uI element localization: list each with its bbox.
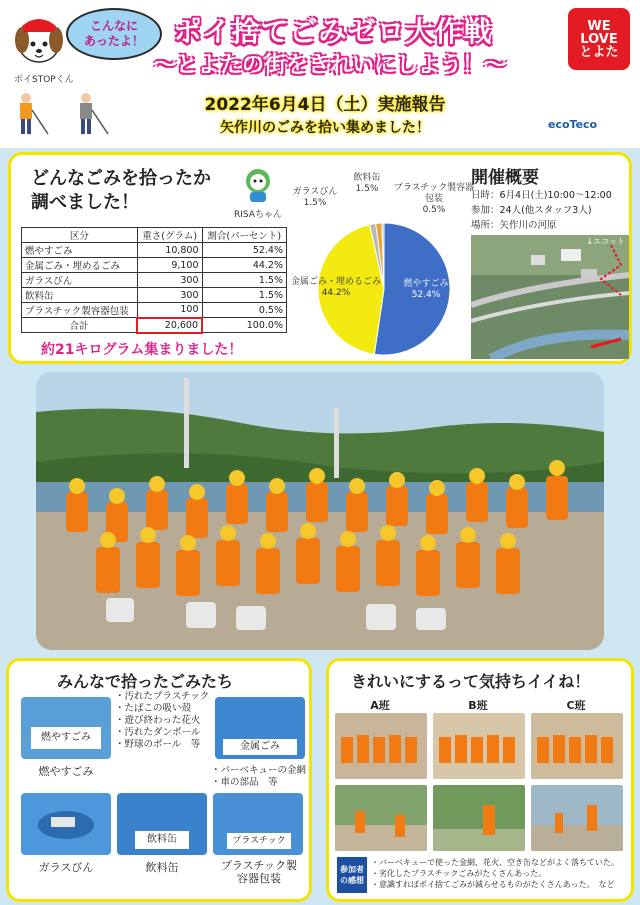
mascot-dog-icon <box>10 10 68 72</box>
group-photo <box>36 372 604 650</box>
activity-photo-2 <box>433 785 525 851</box>
table-cell: 1.5% <box>202 273 286 288</box>
mascot-name: ポイSTOPくん <box>14 75 74 85</box>
sub-title: ～とよたの街をきれいにしよう！～ <box>153 53 506 78</box>
pie-label-kinzoku <box>281 277 391 299</box>
impression-item: ・意識すればポイ捨てごみが減らせるものがたくさんあった。 など <box>371 880 615 889</box>
burnable-bin-photo <box>21 697 111 759</box>
list-item: ・汚れたプラスチック <box>115 691 210 702</box>
risa-icon <box>238 165 278 203</box>
overview-place: 場所：矢作川の河原 <box>471 220 557 231</box>
table-header-row <box>22 228 287 243</box>
table-header: 割合(パーセント) <box>202 228 286 243</box>
impression-item: ・バーベキューで使った金網、花火、空き缶などがよく落ちていた。 <box>371 858 619 867</box>
impression-tag-line: の感想 <box>340 876 364 885</box>
map-note: ↓エコット <box>586 237 625 246</box>
activity-photo-3 <box>531 785 623 851</box>
pie-label-plastic <box>389 183 479 216</box>
logo-toyota: とよた <box>579 44 619 60</box>
group-c-people-icon <box>531 713 623 779</box>
logo-love: LOVE <box>580 31 618 47</box>
pie-label-can <box>347 173 387 195</box>
survey-title-line2: 調べました！ <box>31 192 139 213</box>
report-date: 2022年6月4日（土）実施報告 <box>204 95 446 115</box>
activity-1-icon <box>335 785 427 851</box>
pie-label-text: 包装 <box>424 194 443 204</box>
list-item: ・たばこの吸い殻 <box>115 703 192 714</box>
overview-section <box>471 163 631 233</box>
ecotech-logo: ecoTeco <box>548 118 598 131</box>
group-photo-image <box>36 372 604 650</box>
impression-tag <box>337 857 367 893</box>
activity-2-icon <box>433 785 525 851</box>
bin-sign: プラスチック <box>227 833 291 849</box>
group-b-label: B班 <box>468 699 488 712</box>
table-cell: 燃やすごみ <box>22 243 138 258</box>
glass-bin-photo <box>21 793 111 855</box>
groups-title: きれいにするって気持ちイイね！ <box>351 672 591 691</box>
overview-participants: 参加：24人(他スタッフ3人) <box>471 205 592 216</box>
survey-title <box>31 167 211 215</box>
impression-item: ・劣化したプラスチックごみがたくさんあった。 <box>371 869 547 878</box>
main-title: ポイ捨てごみゼロ大作戦 <box>173 15 493 48</box>
overview-date: 日時：6月4日(土)10:00～12:00 <box>471 190 612 201</box>
garbage-table <box>21 227 287 334</box>
pie-chart <box>289 173 479 363</box>
glass-bottle-icon <box>21 793 111 855</box>
group-a-photo <box>335 713 427 779</box>
group-b-photo <box>433 713 525 779</box>
list-item: ・野球のボール 等 <box>115 739 201 750</box>
total-weight-cell: 20,600 <box>137 318 202 333</box>
pie-label-value: 52.4% <box>411 290 441 300</box>
bin-label-can: 飲料缶 <box>145 861 179 874</box>
table-header: 重さ(グラム) <box>137 228 202 243</box>
pie-label-text: 金属ごみ・埋めるごみ <box>290 277 381 287</box>
table-cell: 100.0% <box>202 318 286 333</box>
collected-panel <box>6 658 312 902</box>
pie-label-moyasu <box>391 279 461 301</box>
bin-sign: 飲料缶 <box>135 831 189 849</box>
table-cell: 金属ごみ・埋めるごみ <box>22 258 138 273</box>
table-cell: 44.2% <box>202 258 286 273</box>
activity-3-icon <box>531 785 623 851</box>
bubble-line2: あったよ！ <box>84 34 144 48</box>
pie-label-text: ガラスびん <box>292 187 338 197</box>
collected-title: みんなで拾ったごみたち <box>57 672 234 691</box>
group-a-people-icon <box>335 713 427 779</box>
table-cell: 0.5% <box>202 303 286 318</box>
group-c-label: C班 <box>566 699 586 712</box>
table-cell: 1.5% <box>202 288 286 303</box>
table-cell: プラスチック製容器包装 <box>22 303 138 318</box>
we-love-toyota-logo <box>568 8 630 70</box>
risa-label: RISAちゃん <box>234 210 282 220</box>
list-item: ・汚れたダンボール <box>115 727 201 738</box>
bubble-line1: こんなに <box>89 19 138 33</box>
table-cell: 300 <box>137 288 202 303</box>
table-row <box>22 243 287 258</box>
table-cell: 10,800 <box>137 243 202 258</box>
map-aerial-icon <box>471 235 629 359</box>
bin-label-glass: ガラスびん <box>38 861 94 874</box>
metal-bin-photo <box>215 697 305 759</box>
risa-mascot <box>233 165 283 220</box>
map-photo <box>471 235 629 359</box>
pie-label-glass <box>285 187 345 209</box>
burnable-list <box>115 691 209 751</box>
bin-label-plastic <box>209 859 309 885</box>
bin-label-burnable: 燃やすごみ <box>38 765 94 778</box>
groups-panel <box>326 658 634 902</box>
table-cell: 100 <box>137 303 202 318</box>
table-row <box>22 258 287 273</box>
group-c-photo <box>531 713 623 779</box>
pie-label-text: 燃やすごみ <box>403 279 449 289</box>
table-cell: 52.4% <box>202 243 286 258</box>
survey-panel <box>8 152 632 364</box>
table-total-row <box>22 318 287 333</box>
list-item: ・遊び終わった花火 <box>115 715 201 726</box>
volunteers-illustration-icon <box>10 90 120 138</box>
list-item: ・バーベキューの金網 <box>211 765 307 776</box>
table-header: 区分 <box>22 228 138 243</box>
list-item: ・車の部品 等 <box>211 777 278 788</box>
group-b-people-icon <box>433 713 525 779</box>
table-row <box>22 303 287 318</box>
metal-list <box>211 765 306 789</box>
survey-title-line1: どんなごみを拾ったか <box>31 168 211 189</box>
collected-note: 約21キログラム集まりました！ <box>41 342 243 358</box>
bin-label-line: 容器包装 <box>237 872 281 885</box>
logo-we: WE <box>587 18 611 34</box>
pie-label-value: 0.5% <box>422 205 446 215</box>
bin-sign: 金属ごみ <box>223 739 297 755</box>
table-cell: 9,100 <box>137 258 202 273</box>
pie-label-value: 1.5% <box>355 184 379 194</box>
impression-list <box>371 857 619 890</box>
bin-sign: 燃やすごみ <box>31 727 101 749</box>
table-cell: ガラスびん <box>22 273 138 288</box>
pie-label-text: プラスチック製容器 <box>393 183 475 193</box>
can-bin-photo <box>117 793 207 855</box>
pie-label-text: 飲料缶 <box>353 173 381 183</box>
table-row <box>22 288 287 303</box>
pie-label-value: 1.5% <box>303 198 327 208</box>
report-subtitle: 矢作川のごみを拾い集めました！ <box>220 120 430 136</box>
table-row <box>22 273 287 288</box>
overview-title: 開催概要 <box>471 168 539 188</box>
group-a-label: A班 <box>370 699 390 712</box>
table-cell: 合計 <box>22 318 138 333</box>
table-cell: 飲料缶 <box>22 288 138 303</box>
bin-label-line: プラスチック製 <box>220 859 298 872</box>
pie-label-value: 44.2% <box>321 288 351 298</box>
impression-tag-line: 参加者 <box>340 865 364 874</box>
header <box>0 0 640 148</box>
activity-photo-1 <box>335 785 427 851</box>
plastic-bin-photo <box>213 793 303 855</box>
table-cell: 300 <box>137 273 202 288</box>
